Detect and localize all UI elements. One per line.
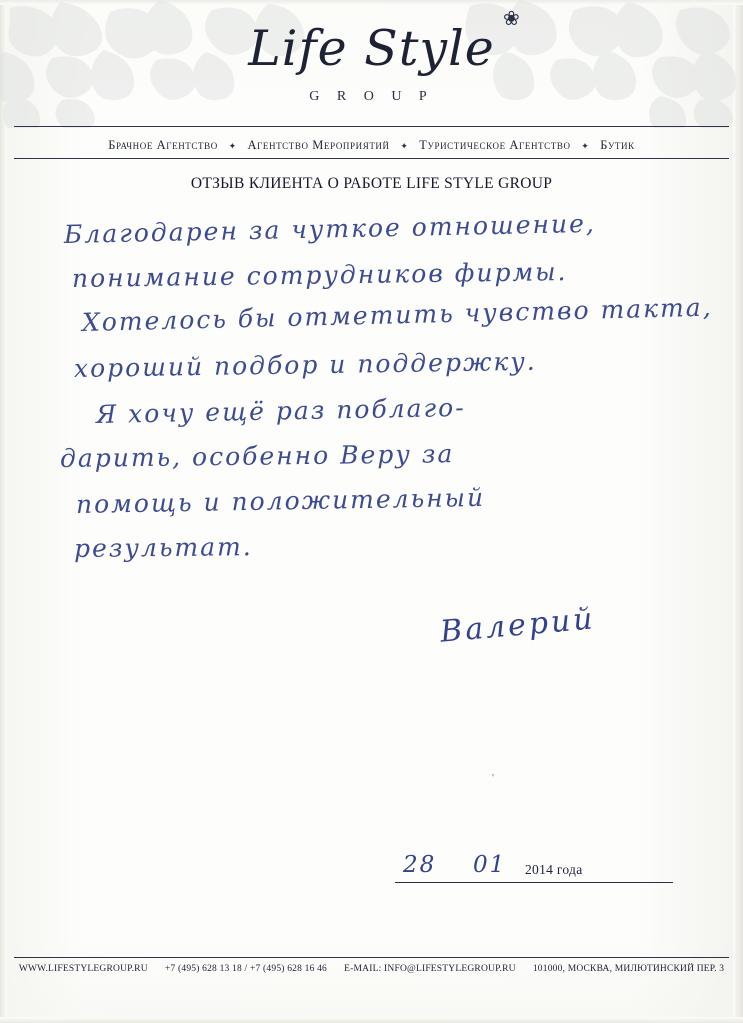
date-day: 28 <box>403 852 437 878</box>
service-separator-icon: ✦ <box>228 140 237 151</box>
service-item-2: Туристическое Агентство <box>419 138 571 152</box>
footer-website[interactable]: WWW.LIFESTYLEGROUP.RU <box>18 964 148 974</box>
date-year-label: 2014 года <box>525 862 583 877</box>
service-separator-icon: ✦ <box>400 140 409 151</box>
divider-top <box>14 126 729 127</box>
footer-email[interactable]: INFO@LIFESTYLEGROUP.RU <box>384 964 516 974</box>
footer-phone-2: +7 (495) 628 16 46 <box>249 964 328 974</box>
page-edge-right <box>733 0 743 1023</box>
date-line <box>395 852 695 886</box>
footer-email-label: E-MAIL: <box>344 964 382 974</box>
footer-address: 101000, МОСКВА, МИЛЮТИНСКИЙ ПЕР. 3 <box>532 964 725 974</box>
date-month: 01 <box>473 852 507 878</box>
handwritten-line: дарить, особенно Веру за <box>59 439 455 473</box>
service-item-3: Бутик <box>600 138 635 152</box>
handwritten-review <box>59 208 713 682</box>
logo-wordmark: Life Style <box>248 20 495 77</box>
butterfly-icon: ❀ <box>503 6 521 30</box>
handwritten-line: понимание сотрудников фирмы. <box>71 257 568 293</box>
logo-group-label: G R O U P <box>309 89 434 104</box>
service-item-0: Брачное Агентство <box>108 138 218 152</box>
page-edge-left <box>0 0 7 1023</box>
services-line <box>8 138 735 153</box>
signature: Валерий <box>438 601 597 650</box>
page-edge-bottom <box>0 1017 743 1023</box>
footer-divider <box>14 957 729 958</box>
page-title: ОТЗЫВ КЛИЕНТА О РАБОТЕ LIFE STYLE GROUP <box>190 175 553 192</box>
handwritten-line: результат. <box>73 532 253 563</box>
handwritten-line: Благодарен за чуткое отношение, <box>63 208 597 249</box>
handwritten-line: хороший подбор и поддержку. <box>73 346 537 383</box>
logo-script-text <box>248 6 521 77</box>
handwritten-line: Хотелось бы отметить чувство такта, <box>81 292 713 337</box>
stray-ink-mark: ' <box>492 772 494 784</box>
company-logo <box>0 6 743 105</box>
footer-separator: / <box>244 964 248 974</box>
footer-contacts <box>14 964 729 974</box>
service-item-1: Агентство Мероприятий <box>247 138 390 152</box>
footer-phone-1: +7 (495) 628 13 18 <box>164 964 242 974</box>
divider-bottom <box>14 158 729 159</box>
handwritten-line: Я хочу ещё раз поблаго- <box>95 392 466 429</box>
date-underline-left <box>395 882 587 883</box>
date-underline-right <box>585 882 673 883</box>
handwritten-line: помощь и положительный <box>75 482 486 519</box>
service-separator-icon: ✦ <box>581 140 590 151</box>
